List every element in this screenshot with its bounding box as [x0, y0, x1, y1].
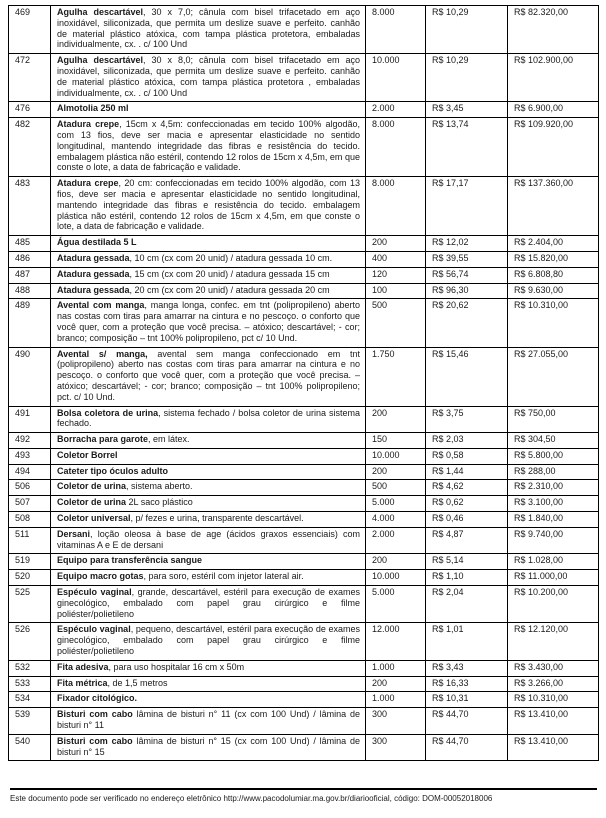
table-row [9, 676, 599, 692]
table-row [9, 251, 599, 267]
item-name: Agulha descartável [57, 7, 144, 17]
item-name: Cateter tipo óculos adulto [57, 465, 169, 476]
item-description-cell [51, 347, 366, 406]
item-name: Bolsa coletora de urina [57, 407, 159, 418]
item-description-cell [51, 299, 366, 347]
item-name: Coletor de urina [57, 481, 127, 492]
total-price-cell: R$ 304,50 [508, 433, 599, 449]
item-number-cell: 486 [9, 251, 51, 267]
table-row [9, 102, 599, 118]
unit-price-cell: R$ 0,58 [426, 448, 508, 464]
item-name: Fixador citológico. [57, 693, 138, 704]
total-price-cell: R$ 750,00 [508, 406, 599, 433]
quantity-cell: 200 [366, 676, 426, 692]
quantity-cell: 5.000 [366, 586, 426, 623]
item-name: Dersani [57, 528, 91, 539]
item-name: Água destilada 5 L [57, 237, 137, 248]
total-price-cell: R$ 10.200,00 [508, 586, 599, 623]
item-description: , sistema aberto. [126, 481, 193, 492]
item-description: , grande, descartável, estéril para execução de exames ginecológico, embalado com papel grau cirúrgico e filme poliéster/polietileno [57, 587, 361, 619]
total-price-cell: R$ 6.900,00 [508, 102, 599, 118]
unit-price-cell: R$ 10,29 [426, 6, 508, 54]
unit-price-cell: R$ 0,46 [426, 512, 508, 528]
item-description: , 10 cm (cx com 20 unid) / atadura gessada 10 cm. [129, 252, 333, 263]
quantity-cell: 8.000 [366, 118, 426, 177]
total-price-cell: R$ 137.360,00 [508, 177, 599, 236]
quantity-cell: 8.000 [366, 6, 426, 54]
item-name: Espéculo vaginal [57, 624, 131, 635]
item-description: , 20 cm (cx com 20 unid) / atadura gessada 20 cm [129, 284, 330, 295]
footer-divider [10, 788, 597, 790]
quantity-cell: 500 [366, 480, 426, 496]
item-number-cell: 487 [9, 267, 51, 283]
quantity-cell: 120 [366, 267, 426, 283]
item-name: Bisturi com cabo [57, 735, 133, 746]
item-number-cell: 506 [9, 480, 51, 496]
item-description-cell [51, 554, 366, 570]
total-price-cell: R$ 109.920,00 [508, 118, 599, 177]
quantity-cell: 200 [366, 554, 426, 570]
table-row [9, 496, 599, 512]
item-description-cell [51, 283, 366, 299]
item-number-cell: 483 [9, 177, 51, 236]
item-description-cell [51, 251, 366, 267]
item-description: , 15 cm (cx com 20 unid) / atadura gessada 15 cm [129, 268, 330, 279]
item-description: , para uso hospitalar 16 cm x 50m [108, 661, 245, 672]
total-price-cell: R$ 15.820,00 [508, 251, 599, 267]
footer-verification-text: Este documento pode ser verificado no endereço eletrônico http://www.pacodolumiar.ma.gov.br/diariooficial, código: DOM-00052018006 [10, 794, 493, 803]
item-description: lâmina de bisturi n° 11 (cx com 100 Und) / lâmina de bisturi n° 11 [57, 709, 361, 731]
item-number-cell: 476 [9, 102, 51, 118]
item-name: Equipo macro gotas [57, 571, 144, 582]
total-price-cell: R$ 3.430,00 [508, 660, 599, 676]
unit-price-cell: R$ 17,17 [426, 177, 508, 236]
table-row [9, 406, 599, 433]
item-name: Almotolia 250 ml [57, 103, 129, 114]
item-name: Equipo para transferência sangue [57, 555, 203, 566]
unit-price-cell: R$ 1,10 [426, 570, 508, 586]
item-description: lâmina de bisturi n° 15 (cx com 100 Und) / lâmina de bisturi n° 15 [57, 735, 361, 757]
table-row [9, 692, 599, 708]
item-description-cell [51, 692, 366, 708]
item-description-cell [51, 177, 366, 236]
item-name: Fita métrica [57, 677, 108, 688]
table-row [9, 54, 599, 102]
table-row [9, 708, 599, 735]
unit-price-cell: R$ 4,87 [426, 527, 508, 554]
item-number-cell: 532 [9, 660, 51, 676]
item-description: avental sem manga confeccionado em tnt (polipropileno) aberto nas costas com tiras para amarrar na cintura e no pescoço. o conforto que você quer, com a proteção que você precisa. – atóxico; descartável; - cor; branco; composição – tnt 100% polipropileno; pct. c/ 10 Und. [57, 348, 360, 402]
item-number-cell: 490 [9, 347, 51, 406]
quantity-cell: 200 [366, 236, 426, 252]
table-row [9, 236, 599, 252]
total-price-cell: R$ 2.404,00 [508, 236, 599, 252]
unit-price-cell: R$ 15,46 [426, 347, 508, 406]
quantity-cell: 5.000 [366, 496, 426, 512]
table-row [9, 480, 599, 496]
item-number-cell: 525 [9, 586, 51, 623]
item-description-cell [51, 734, 366, 761]
item-description: , manga longa, confec. em tnt (polipropileno) aberto nas costas com tiras para amarrar na cintura e no pescoço. o conforto que você quer, com a proteção que você precisa. – atóxico; descartável; - cor; branco; composição – tnt 100% polipropileno, pct c/ 10 Und. [57, 300, 360, 343]
item-description-cell [51, 660, 366, 676]
item-number-cell: 493 [9, 448, 51, 464]
quantity-cell: 10.000 [366, 448, 426, 464]
item-description-cell [51, 6, 366, 54]
table-row [9, 734, 599, 761]
item-description-cell [51, 102, 366, 118]
total-price-cell: R$ 10.310,00 [508, 299, 599, 347]
total-price-cell: R$ 102.900,00 [508, 54, 599, 102]
item-description-cell [51, 480, 366, 496]
item-number-cell: 508 [9, 512, 51, 528]
unit-price-cell: R$ 56,74 [426, 267, 508, 283]
item-name: Atadura gessada [57, 284, 130, 295]
item-number-cell: 494 [9, 464, 51, 480]
quantity-cell: 4.000 [366, 512, 426, 528]
total-price-cell: R$ 12.120,00 [508, 623, 599, 660]
total-price-cell: R$ 288,00 [508, 464, 599, 480]
quantity-cell: 2.000 [366, 527, 426, 554]
quantity-cell: 10.000 [366, 54, 426, 102]
table-row [9, 527, 599, 554]
procurement-items-table [8, 5, 599, 761]
item-number-cell: 507 [9, 496, 51, 512]
unit-price-cell: R$ 12,02 [426, 236, 508, 252]
item-number-cell: 540 [9, 734, 51, 761]
table-row [9, 448, 599, 464]
item-description: , p/ fezes e urina, transparente descartável. [130, 513, 304, 524]
item-name: Coletor Borrel [57, 449, 118, 460]
item-description: , em látex. [148, 434, 190, 445]
item-description-cell [51, 267, 366, 283]
item-name: Borracha para garote [57, 434, 149, 445]
item-number-cell: 485 [9, 236, 51, 252]
quantity-cell: 100 [366, 283, 426, 299]
table-row [9, 433, 599, 449]
unit-price-cell: R$ 16,33 [426, 676, 508, 692]
item-description-cell [51, 676, 366, 692]
quantity-cell: 1.750 [366, 347, 426, 406]
item-number-cell: 469 [9, 6, 51, 54]
item-number-cell: 489 [9, 299, 51, 347]
item-description: , 20 cm: confeccionadas em tecido 100% algodão, com 13 fios, deve ser macia e apresentar elasticidade no sentido longitudinal, mantendo integridade das fibras e resistência do tecido. embalagem plástica não estéril, contendo 12 rolos de 15cm x 4,5m, em que conste o lote, a data de fabricação e validade. [57, 178, 361, 232]
item-number-cell: 520 [9, 570, 51, 586]
unit-price-cell: R$ 4,62 [426, 480, 508, 496]
item-name: Coletor universal [57, 513, 131, 524]
item-description-cell [51, 118, 366, 177]
table-row [9, 586, 599, 623]
item-description-cell [51, 527, 366, 554]
item-number-cell: 488 [9, 283, 51, 299]
item-description: , de 1,5 metros [107, 677, 168, 688]
quantity-cell: 300 [366, 734, 426, 761]
unit-price-cell: R$ 1,01 [426, 623, 508, 660]
table-row [9, 554, 599, 570]
table-row [9, 177, 599, 236]
unit-price-cell: R$ 3,43 [426, 660, 508, 676]
item-name: Agulha descartável [57, 55, 144, 66]
quantity-cell: 150 [366, 433, 426, 449]
item-description-cell [51, 496, 366, 512]
item-name: Atadura gessada [57, 268, 130, 279]
total-price-cell: R$ 13.410,00 [508, 708, 599, 735]
unit-price-cell: R$ 44,70 [426, 708, 508, 735]
unit-price-cell: R$ 2,04 [426, 586, 508, 623]
total-price-cell: R$ 1.840,00 [508, 512, 599, 528]
item-number-cell: 511 [9, 527, 51, 554]
table-row [9, 347, 599, 406]
quantity-cell: 300 [366, 708, 426, 735]
table-row [9, 267, 599, 283]
unit-price-cell: R$ 3,45 [426, 102, 508, 118]
item-description-cell [51, 236, 366, 252]
quantity-cell: 8.000 [366, 177, 426, 236]
total-price-cell: R$ 10.310,00 [508, 692, 599, 708]
item-description: , 30 x 7,0; cânula com bisel trifacetado em aço inoxidável, siliconizada, que permita um deslize suave e perfeito. canhão de material plástico atóxica, com tampa plástica protetora, embaladas individualmente, cx. . c/ 100 Und [57, 7, 360, 50]
total-price-cell: R$ 6.808,80 [508, 267, 599, 283]
item-description-cell [51, 433, 366, 449]
item-description-cell [51, 406, 366, 433]
table-row [9, 623, 599, 660]
item-description-cell [51, 464, 366, 480]
item-number-cell: 519 [9, 554, 51, 570]
total-price-cell: R$ 9.630,00 [508, 283, 599, 299]
item-name: Avental com manga [57, 300, 145, 311]
item-description: , 30 x 8,0; cânula com bisel trifacetado em aço inoxidável, siliconizada, que permita um deslize suave e perfeito. canhão de material plástico atóxica, com tampa plástica protetora , embaladas individualmente, cx. . c/ 100 Und [57, 55, 360, 98]
table-row [9, 570, 599, 586]
table-row [9, 283, 599, 299]
item-description-cell [51, 512, 366, 528]
quantity-cell: 10.000 [366, 570, 426, 586]
unit-price-cell: R$ 13,74 [426, 118, 508, 177]
item-number-cell: 533 [9, 676, 51, 692]
quantity-cell: 200 [366, 464, 426, 480]
total-price-cell: R$ 27.055,00 [508, 347, 599, 406]
unit-price-cell: R$ 96,30 [426, 283, 508, 299]
item-name: Atadura crepe [57, 119, 120, 130]
table-row [9, 660, 599, 676]
item-description-cell [51, 623, 366, 660]
total-price-cell: R$ 5.800,00 [508, 448, 599, 464]
item-name: Coletor de urina [57, 497, 127, 508]
quantity-cell: 500 [366, 299, 426, 347]
total-price-cell: R$ 2.310,00 [508, 480, 599, 496]
total-price-cell: R$ 13.410,00 [508, 734, 599, 761]
total-price-cell: R$ 3.266,00 [508, 676, 599, 692]
item-name: Bisturi com cabo [57, 709, 133, 720]
item-name: Atadura gessada [57, 252, 130, 263]
unit-price-cell: R$ 3,75 [426, 406, 508, 433]
unit-price-cell: R$ 44,70 [426, 734, 508, 761]
table-row [9, 6, 599, 54]
unit-price-cell: R$ 5,14 [426, 554, 508, 570]
page-footer [10, 788, 597, 803]
unit-price-cell: R$ 20,62 [426, 299, 508, 347]
unit-price-cell: R$ 0,62 [426, 496, 508, 512]
quantity-cell: 200 [366, 406, 426, 433]
item-number-cell: 526 [9, 623, 51, 660]
item-name: Avental s/ manga, [57, 348, 148, 359]
total-price-cell: R$ 3.100,00 [508, 496, 599, 512]
item-number-cell: 472 [9, 54, 51, 102]
item-description: , 15cm x 4,5m: confeccionadas em tecido 100% algodão, com 13 fios, deve ser macia e apresentar elasticidade no sentido longitudinal, mantendo integridade das fibras e resistência do tecido. embalagem plástica não estéril, contendo 12 rolos de 15cm x 4,5m, em que conste o lote, a data de fabricação e validade. [57, 119, 360, 173]
item-name: Espéculo vaginal [57, 587, 132, 598]
unit-price-cell: R$ 39,55 [426, 251, 508, 267]
item-number-cell: 534 [9, 692, 51, 708]
item-description-cell [51, 448, 366, 464]
unit-price-cell: R$ 2,03 [426, 433, 508, 449]
item-number-cell: 492 [9, 433, 51, 449]
quantity-cell: 400 [366, 251, 426, 267]
item-description: 2L saco plástico [126, 497, 193, 508]
item-description: , loção oleosa à base de age (ácidos graxos essenciais) com vitaminas A e E de dersani [57, 528, 360, 550]
item-description: , para soro, estéril com injetor lateral air. [143, 571, 304, 582]
total-price-cell: R$ 9.740,00 [508, 527, 599, 554]
item-description-cell [51, 54, 366, 102]
quantity-cell: 2.000 [366, 102, 426, 118]
item-name: Atadura crepe [57, 178, 119, 189]
item-description: , sistema fechado / bolsa coletor de urina sistema fechado. [57, 407, 361, 429]
total-price-cell: R$ 11.000,00 [508, 570, 599, 586]
item-number-cell: 539 [9, 708, 51, 735]
item-description-cell [51, 586, 366, 623]
total-price-cell: R$ 1.028,00 [508, 554, 599, 570]
item-description: , pequeno, descartável, estéril para execução de exames ginecológico, embalado com papel grau cirúrgico e filme poliéster/polietileno [57, 624, 361, 657]
table-body [9, 6, 599, 761]
quantity-cell: 12.000 [366, 623, 426, 660]
item-number-cell: 491 [9, 406, 51, 433]
quantity-cell: 1.000 [366, 660, 426, 676]
unit-price-cell: R$ 10,31 [426, 692, 508, 708]
item-description-cell [51, 570, 366, 586]
total-price-cell: R$ 82.320,00 [508, 6, 599, 54]
table-row [9, 512, 599, 528]
unit-price-cell: R$ 10,29 [426, 54, 508, 102]
item-description-cell [51, 708, 366, 735]
table-row [9, 464, 599, 480]
item-name: Fita adesiva [57, 661, 109, 672]
quantity-cell: 1.000 [366, 692, 426, 708]
table-row [9, 299, 599, 347]
unit-price-cell: R$ 1,44 [426, 464, 508, 480]
item-number-cell: 482 [9, 118, 51, 177]
table-row [9, 118, 599, 177]
